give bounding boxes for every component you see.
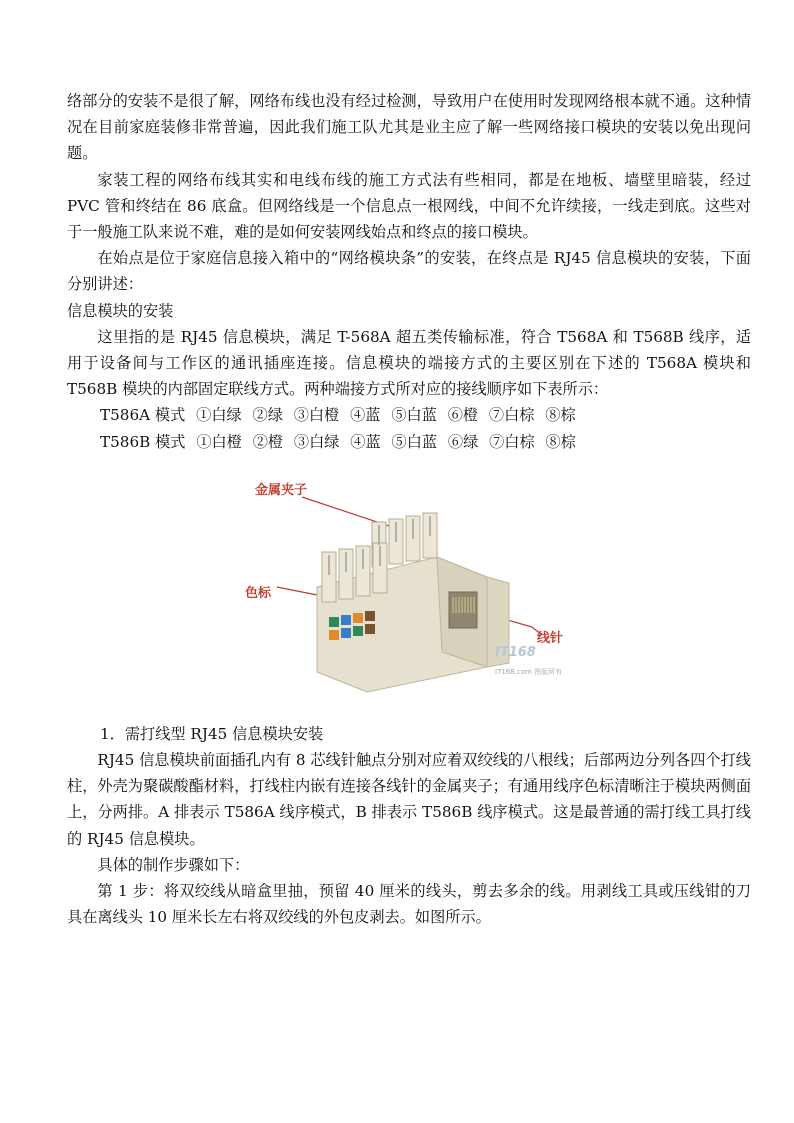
pin-b-2: ②橙 [252,432,284,451]
pin-a-5: ⑤白蓝 [391,406,437,425]
watermark-logo: IT168 [495,644,536,660]
pin-b-1: ①白橙 [196,432,242,451]
label-metal-clip: 金属夹子 [255,482,308,498]
pin-a-2: ②绿 [252,406,283,425]
label-pin: 线针 [537,630,564,646]
paragraph-step-1: 第 1 步：将双绞线从暗盒里抽，预留 40 厘米的线头，剪去多余的线。用剥线工具或压线钳的刀具在离线头 10 厘米长左右将双绞线的外包皮剥去。如图所示。 [67,882,751,927]
pin-b-8: ⑧棕 [545,432,576,451]
paragraph-intro: 络部分的安装不是很了解，网络布线也没有经过检测，导致用户在使用时发现网络根本就不通。这种情况在目前家庭装修非常普遍，因此我们施工队尤其是业主应了解一些网络接口模块的安装以免出现问题。 [67,92,751,163]
document-page [67,88,751,930]
wiring-row-t568a [67,402,751,428]
wiring-label-t568a: T586A 模式 [100,406,186,425]
paragraph-rj45-module: 这里指的是 RJ45 信息模块，满足 T-568A 超五类传输标准，符合 T568A 和 T568B 线序，适用于设备间与工作区的通讯插座连接。信息模块的端接方式的主要区别在下述的 T568A 模块和 T568B 模块的内部固定联线方式。两种端接方式所对应的接线顺序如下表所示： [67,327,751,399]
pin-a-4: ④蓝 [350,406,381,425]
wiring-row-t568b [67,429,751,455]
pin-b-4: ④蓝 [350,432,381,451]
section-heading-module-install: 信息模块的安装 [67,301,174,320]
paragraph-wiring-method: 家装工程的网络布线其实和电线布线的施工方式法有些相同，都是在地板、墙壁里暗装，经过 PVC 管和终结在 86 底盒。但网络线是一个信息点一根网线，中间不允许续接，一线走到底。这些对于一般施工队来说不难，难的是如何安装网线始点和终点的接口模块。 [67,170,751,242]
label-color-code: 色标 [245,585,272,601]
pin-a-8: ⑧棕 [545,406,576,425]
rj45-module-illustration [237,467,657,707]
pin-a-3: ③白橙 [293,406,340,425]
pin-b-6: ⑥绿 [447,432,479,451]
paragraph-module-description: RJ45 信息模块前面插孔内有 8 芯线针触点分别对应着双绞线的八根线；后部两边分列各四个打线柱，外壳为聚碳酸酯材料，打线柱内嵌有连接各线针的金属夹子；有通用线序色标清晰注于模块两侧面上，分两排。A 排表示 T586A 线序模式，B 排表示 T586B 线序模式。这是最普通的需打线工具打线的 RJ45 信息模块。 [67,751,751,848]
pin-a-7: ⑦白棕 [488,406,535,425]
section-title-punchdown: 1．需打线型 RJ45 信息模块安装 [100,724,324,743]
pin-b-7: ⑦白棕 [489,432,535,451]
pin-a-6: ⑥橙 [447,406,479,425]
pin-b-5: ⑤白蓝 [391,432,438,451]
paragraph-steps-intro: 具体的制作步骤如下： [97,855,250,874]
paragraph-start-end: 在始点是位于家庭信息接入箱中的“网络模块条”的安装，在终点是 RJ45 信息模块的安装，下面分别讲述： [67,249,751,294]
watermark-caption: IT168.com 图版所有 [495,667,563,676]
pin-a-1: ①白绿 [196,406,242,425]
pin-b-3: ③白绿 [293,432,340,451]
wiring-label-t568b: T586B 模式 [100,432,186,451]
rj45-module-figure [237,467,657,707]
